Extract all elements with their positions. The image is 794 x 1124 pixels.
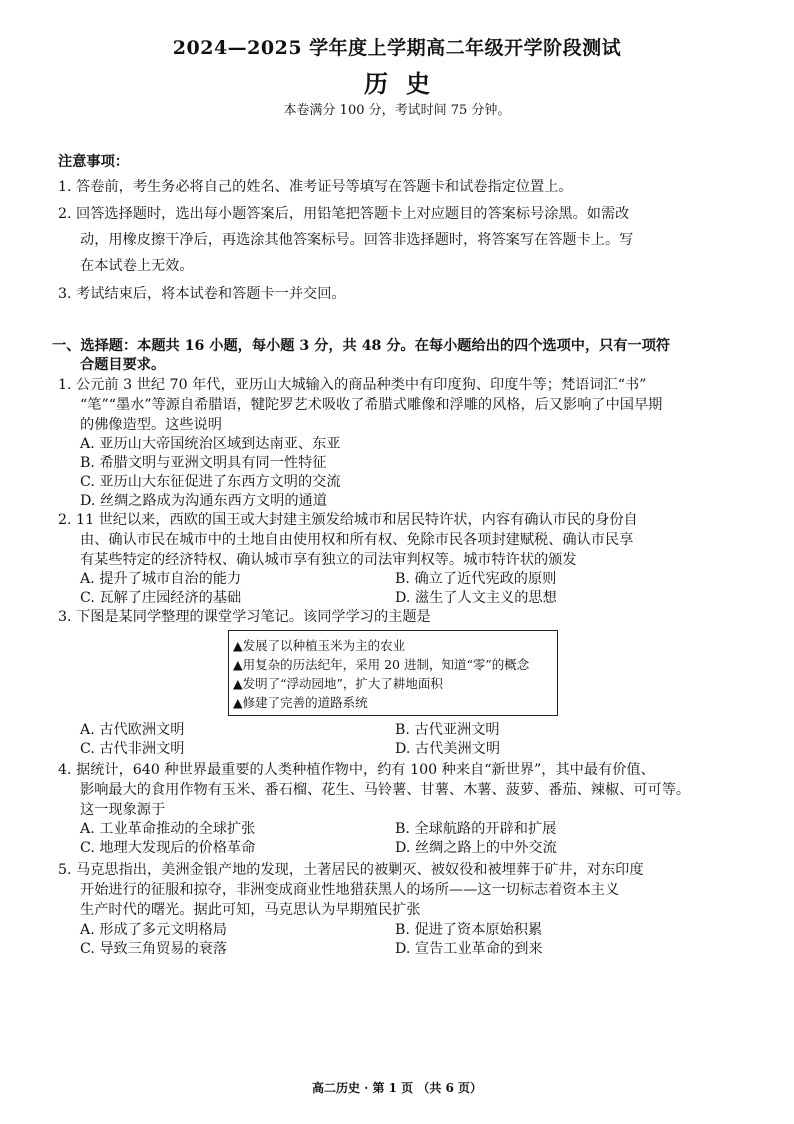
q2-option-d[interactable]: D. 滋生了人文主义的思想 — [395, 590, 557, 606]
q5-option-c[interactable]: C. 导致三角贸易的衰落 — [80, 941, 228, 957]
q4-option-a[interactable]: A. 工业革命推动的全球扩张 — [80, 821, 256, 837]
notice-item: 1. 答卷前，考生务必将自己的姓名、准考证号等填写在答题卡和试卷指定位置上。 — [58, 179, 573, 195]
q3-option-a[interactable]: A. 古代欧洲文明 — [80, 722, 185, 738]
subject-title: 历史 — [364, 69, 448, 98]
q2-option-b[interactable]: B. 确立了近代宪政的原则 — [395, 571, 557, 587]
score-note: 本卷满分 100 分，考试时间 75 分钟。 — [283, 103, 511, 118]
question-5-text: 生产时代的曙光。据此可知，马克思认为早期殖民扩张 — [80, 902, 421, 918]
note-item: ▲发明了“浮动园地”，扩大了耕地面积 — [233, 676, 443, 691]
question-2-text: 有某些特定的经济特权、确认城市享有独立的司法审判权等。城市特许状的颁发 — [80, 552, 577, 568]
question-4-text: 4. 据统计，640 种世界最重要的人类种植作物中，约有 100 种来自“新世界”，其中最有价值、 — [58, 762, 655, 778]
q4-option-b[interactable]: B. 全球航路的开辟和扩展 — [395, 821, 557, 837]
question-5-text: 开始进行的征服和掠夺，非洲变成商业性地猎获黑人的场所——这一切标志着资本主义 — [80, 882, 620, 898]
q3-option-b[interactable]: B. 古代亚洲文明 — [395, 722, 500, 738]
notice-item: 3. 考试结束后，将本试卷和答题卡一并交回。 — [58, 286, 346, 302]
note-item: ▲发展了以种植玉米为主的农业 — [233, 638, 406, 653]
notice-item: 在本试卷上无效。 — [80, 258, 194, 274]
q2-option-a[interactable]: A. 提升了城市自治的能力 — [80, 571, 242, 587]
q5-option-a[interactable]: A. 形成了多元文明格局 — [80, 922, 227, 938]
note-item: ▲用复杂的历法纪年，采用 20 进制，知道“零”的概念 — [233, 657, 530, 672]
section-heading: 一、选择题：本题共 16 小题，每小题 3 分，共 48 分。在每小题给出的四个选项中，只有一项符 — [52, 338, 671, 354]
page-footer: 高二历史 · 第 1 页 （共 6 页） — [311, 1081, 483, 1095]
q1-option-d[interactable]: D. 丝绸之路成为沟通东西方文明的通道 — [80, 493, 327, 509]
q1-option-b[interactable]: B. 希腊文明与亚洲文明具有同一性特征 — [80, 455, 327, 471]
q3-option-c[interactable]: C. 古代非洲文明 — [80, 741, 185, 757]
question-5-text: 5. 马克思指出，美洲金银产地的发现，土著居民的被剿灭、被奴役和被埋葬于矿井，对东印度 — [58, 862, 644, 878]
question-1-text: “笔”“墨水”等源自希腊语，犍陀罗艺术吸收了希腊式雕像和浮雕的风格，后又影响了中国早期 — [80, 397, 663, 413]
question-4-text: 影响最大的食用作物有玉米、番石榴、花生、马铃薯、甘薯、木薯、菠萝、番茄、辣椒、可可等。 — [80, 782, 691, 798]
question-2-text: 由、确认市民在城市中的土地自由使用权和所有权、免除市民各项封建赋税、确认市民享 — [80, 532, 634, 548]
q4-option-c[interactable]: C. 地理大发现后的价格革命 — [80, 840, 256, 856]
question-2-text: 2. 11 世纪以来，西欧的国王或大封建主颁发给城市和居民特许状，内容有确认市民的身份自 — [58, 512, 638, 528]
study-notes-box — [228, 630, 558, 716]
notice-heading: 注意事项： — [58, 154, 129, 170]
question-1-text: 1. 公元前 3 世纪 70 年代，亚历山大城输入的商品种类中有印度狗、印度牛等；梵语词汇“书” — [58, 377, 647, 393]
q2-option-c[interactable]: C. 瓦解了庄园经济的基础 — [80, 590, 242, 606]
exam-title: 2024—2025 学年度上学期高二年级开学阶段测试 — [172, 37, 622, 59]
notice-item: 2. 回答选择题时，选出每小题答案后，用铅笔把答题卡上对应题目的答案标号涂黑。如需改 — [58, 206, 630, 222]
note-item: ▲修建了完善的道路系统 — [233, 695, 368, 710]
question-4-text: 这一现象源于 — [80, 802, 166, 818]
q5-option-b[interactable]: B. 促进了资本原始积累 — [395, 922, 543, 938]
q1-option-a[interactable]: A. 亚历山大帝国统治区域到达南亚、东亚 — [80, 436, 341, 452]
notice-item: 动，用橡皮擦干净后，再选涂其他答案标号。回答非选择题时，将答案写在答题卡上。写 — [80, 232, 634, 248]
q5-option-d[interactable]: D. 宣告工业革命的到来 — [395, 941, 543, 957]
section-heading-cont: 合题目要求。 — [80, 357, 166, 373]
q1-option-c[interactable]: C. 亚历山大东征促进了东西方文明的交流 — [80, 474, 341, 490]
q3-option-d[interactable]: D. 古代美洲文明 — [395, 741, 501, 757]
question-1-text: 的佛像造型。这些说明 — [80, 417, 222, 433]
q4-option-d[interactable]: D. 丝绸之路上的中外交流 — [395, 840, 557, 856]
question-3-text: 3. 下图是某同学整理的课堂学习笔记。该同学学习的主题是 — [58, 609, 431, 625]
